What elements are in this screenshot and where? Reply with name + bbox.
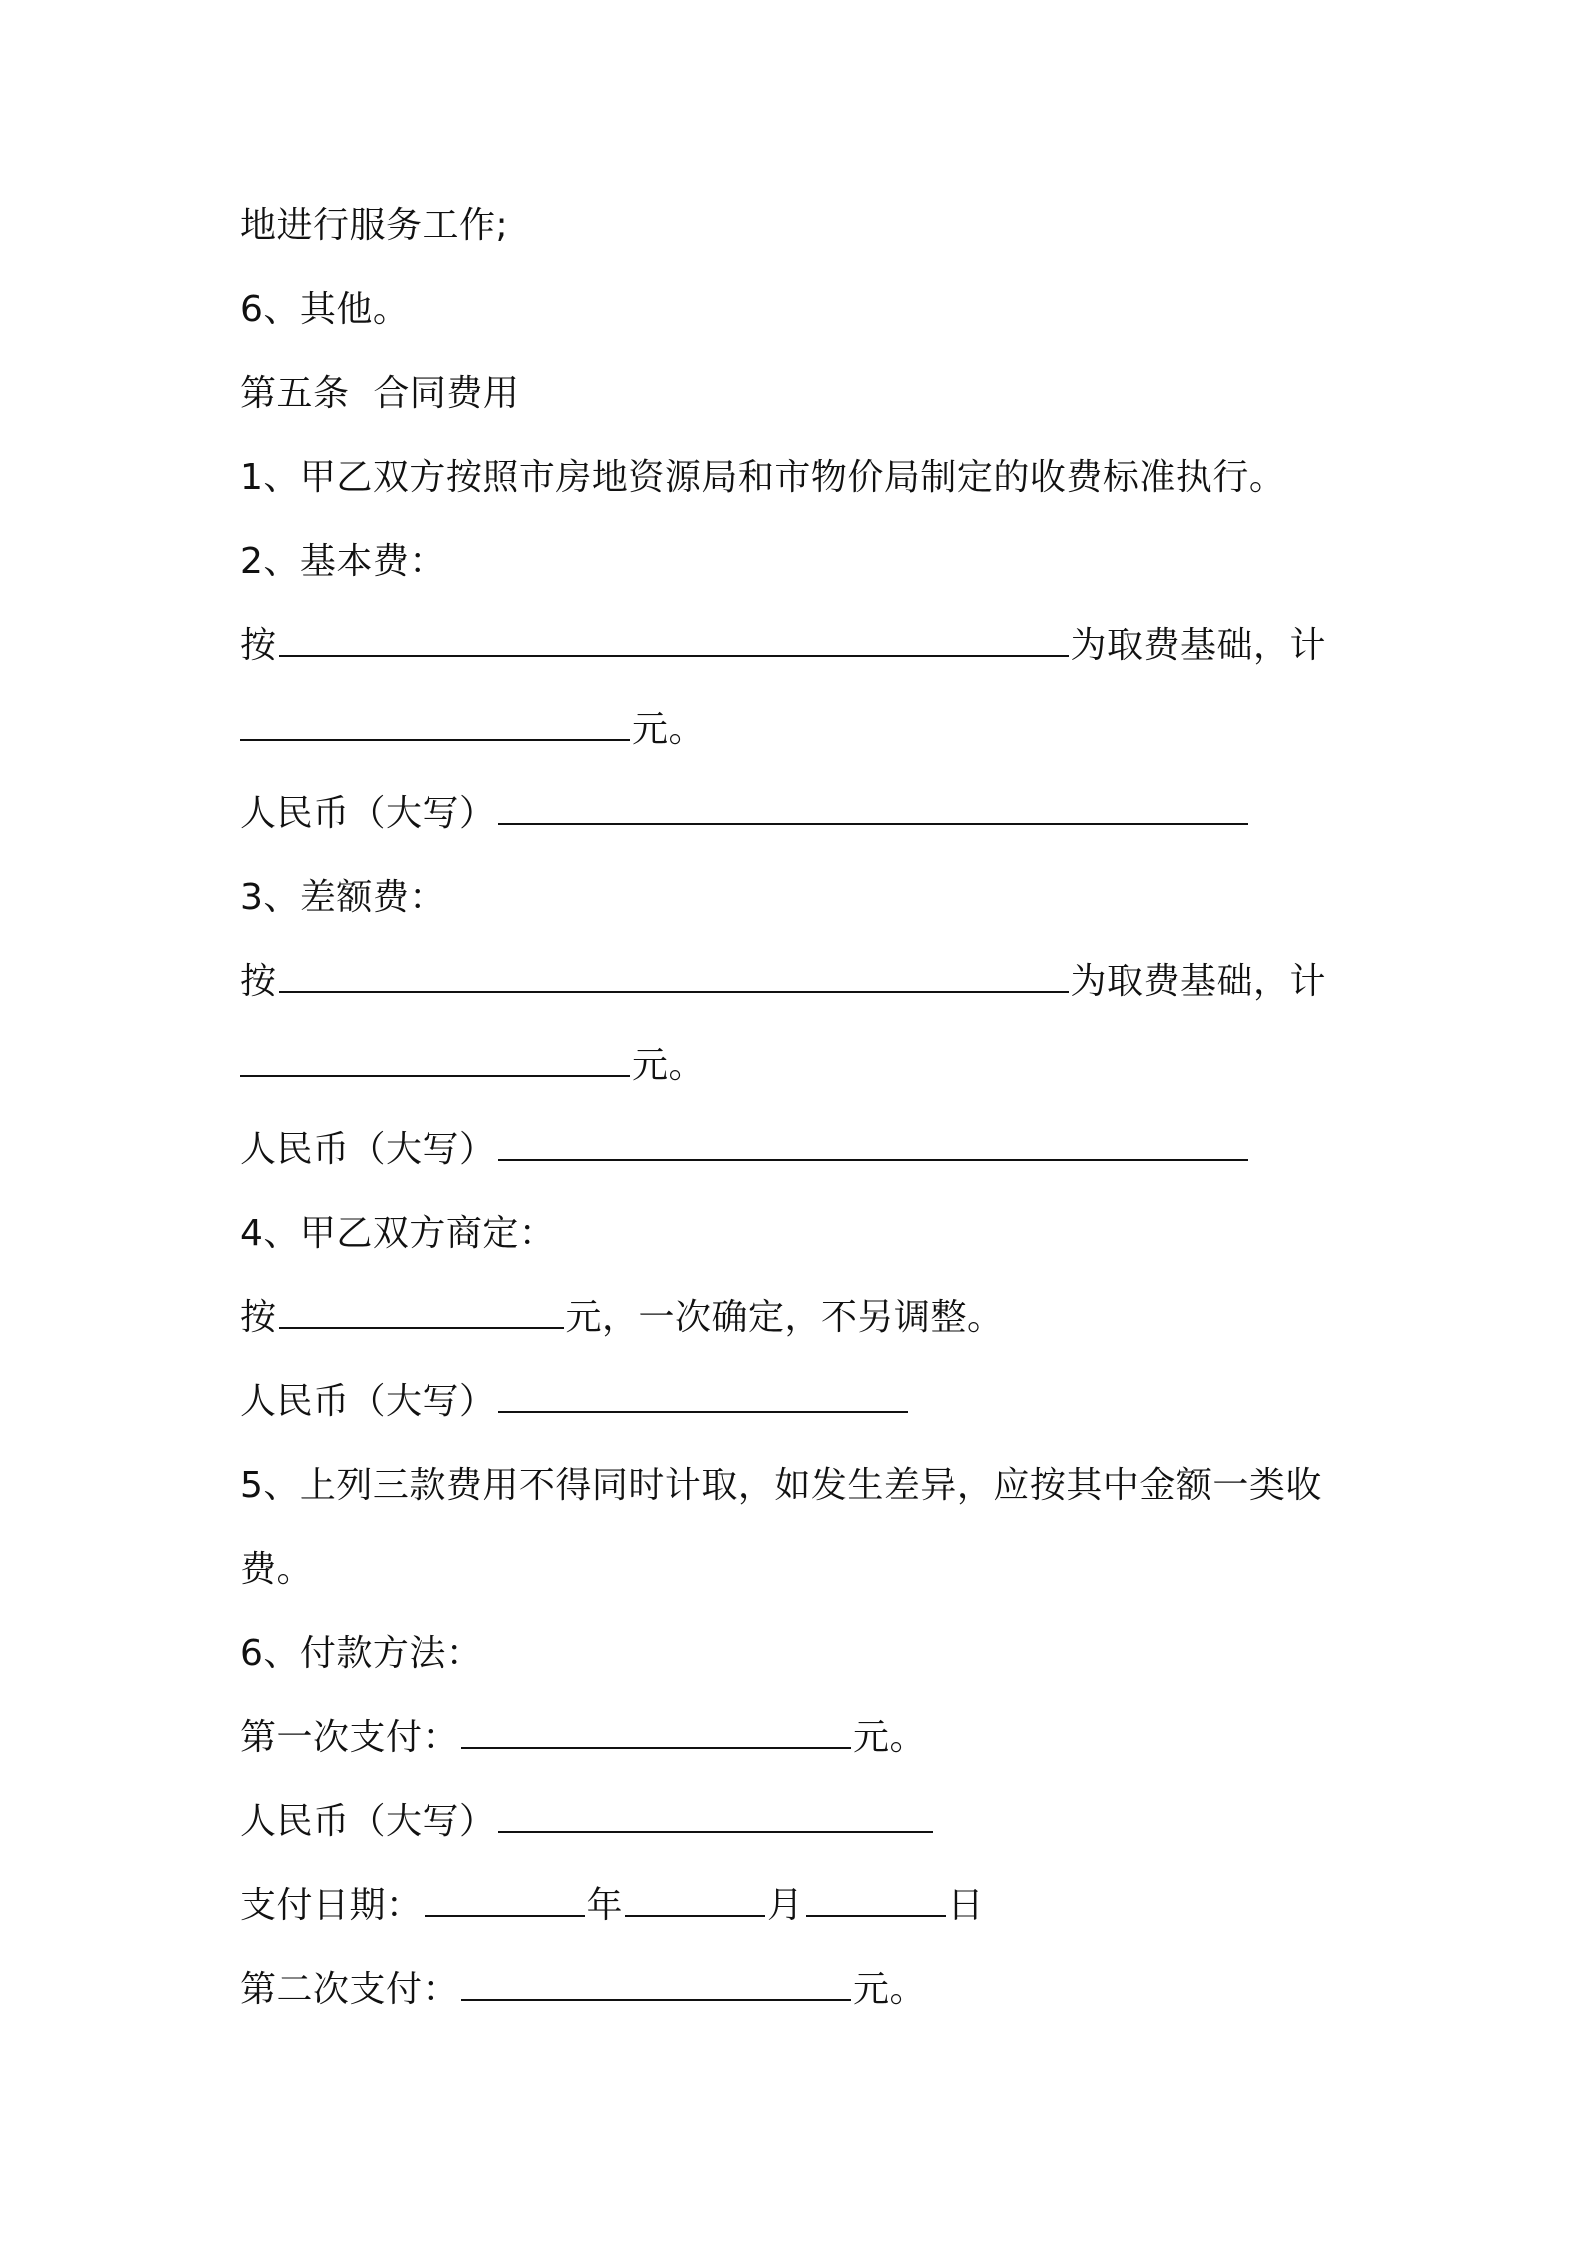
month-label: 月: [767, 1885, 804, 1926]
blank-field[interactable]: [240, 1041, 630, 1077]
date-line: [240, 1876, 984, 1936]
year-blank[interactable]: [425, 1881, 585, 1917]
article-heading: [240, 364, 519, 424]
blank-field[interactable]: [279, 621, 1069, 657]
fill-line: [240, 952, 1326, 1012]
line-prefix: 人民币（大写）: [240, 1801, 496, 1842]
fill-line: [240, 700, 705, 760]
year-label: 年: [586, 1885, 624, 1926]
fill-line: [240, 1120, 1250, 1180]
text-line: 2、基本费：: [240, 541, 446, 582]
line-prefix: 第二次支付：: [240, 1969, 460, 2010]
line-suffix: 元。: [853, 1717, 927, 1758]
blank-field[interactable]: [498, 789, 1248, 825]
text-line: 6、其他。: [240, 289, 410, 330]
line-suffix: 为取费基础，计: [1070, 961, 1327, 1002]
line-prefix: 按: [240, 625, 277, 666]
blank-field[interactable]: [279, 957, 1069, 993]
blank-field[interactable]: [240, 705, 630, 741]
text-line: 3、差额费：: [240, 877, 446, 918]
line-prefix: 按: [240, 961, 277, 1002]
line-prefix: 支付日期：: [240, 1885, 423, 1926]
fill-line: [240, 616, 1326, 676]
blank-field[interactable]: [498, 1797, 933, 1833]
fill-line: [240, 1036, 705, 1096]
line-prefix: 第一次支付：: [240, 1717, 460, 1758]
fill-line: [240, 784, 1250, 844]
line-prefix: 人民币（大写）: [240, 1381, 496, 1422]
line-suffix: 元。: [632, 1045, 706, 1086]
fill-line: [240, 1792, 935, 1852]
blank-field[interactable]: [498, 1377, 908, 1413]
fill-line: [240, 1708, 926, 1768]
day-blank[interactable]: [806, 1881, 946, 1917]
line-prefix: 按: [240, 1297, 277, 1338]
fill-line: [240, 1960, 926, 2020]
line-suffix: 为取费基础，计: [1070, 625, 1327, 666]
blank-field[interactable]: [279, 1293, 564, 1329]
blank-field[interactable]: [461, 1713, 851, 1749]
fill-line: [240, 1288, 1004, 1348]
fill-line: [240, 1372, 910, 1432]
text-line: 4、甲乙双方商定：: [240, 1213, 556, 1254]
text-line: 6、付款方法：: [240, 1633, 483, 1674]
blank-field[interactable]: [498, 1125, 1248, 1161]
month-blank[interactable]: [625, 1881, 765, 1917]
line-suffix: 元。: [853, 1969, 927, 2010]
text-line: 5、上列三款费用不得同时计取，如发生差异，应按其中金额一类收: [240, 1465, 1322, 1506]
line-suffix: 元。: [632, 709, 706, 750]
line-prefix: 人民币（大写）: [240, 793, 496, 834]
line-suffix: 元，一次确定，不另调整。: [565, 1297, 1004, 1338]
blank-field[interactable]: [461, 1965, 851, 2001]
text-line: 1、甲乙双方按照市房地资源局和市物价局制定的收费标准执行。: [240, 457, 1286, 498]
text-line: 费。: [240, 1549, 314, 1590]
line-prefix: 人民币（大写）: [240, 1129, 496, 1170]
text-line: 地进行服务工作;: [240, 205, 509, 246]
day-label: 日: [947, 1885, 985, 1926]
article-heading-text: 第五条 合同费用: [240, 373, 520, 414]
